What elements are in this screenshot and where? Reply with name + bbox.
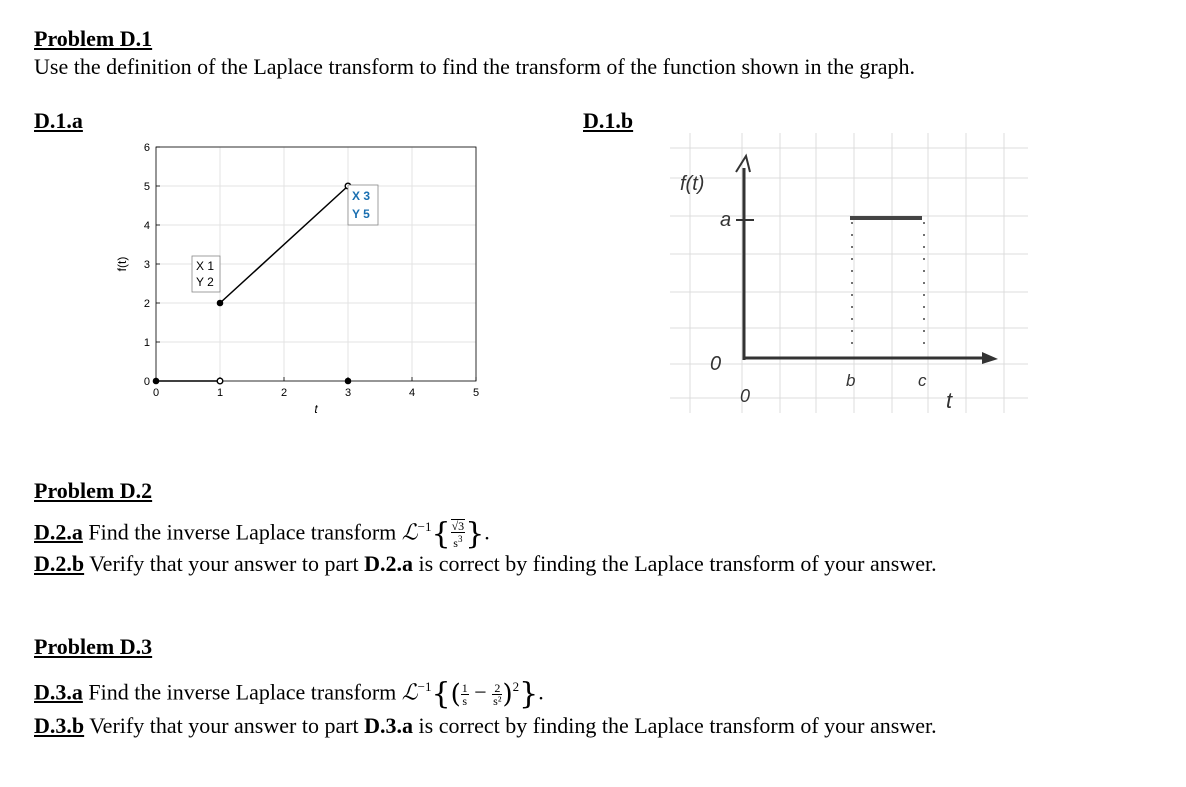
part-d3b-label: D.3.b [34,713,85,738]
part-d3b-text-2: is correct by finding the Laplace transform of your answer. [418,713,937,738]
sketch-d1b [660,128,1030,418]
x-tick-label: 0 [152,387,160,399]
right-brace: } [519,676,539,712]
datatip-1-y: Y 2 [196,275,214,289]
laplace-operator: ℒ [401,679,418,705]
sketch-mark-b: b [846,371,856,390]
sketch-origin-x-label: 0 [740,386,751,406]
left-brace: { [431,676,451,712]
laplace-operator: ℒ [401,519,418,545]
fraction-2 [492,682,502,707]
datatip-2 [348,185,378,225]
sketch-level-label: a [720,209,732,231]
datatip-2-y: Y 5 [352,207,370,221]
part-d3a-text: Find the inverse Laplace transform [88,679,397,705]
outer-exponent: 2 [512,679,520,694]
y-tick-label: 4 [143,220,150,232]
part-d2b-label: D.2.b [34,551,85,576]
y-tick-label: 1 [143,337,150,349]
left-paren: ( [450,679,461,710]
problem-d3a-line: D.3.a Find the inverse Laplace transform ℒ$^{-1}${( $\frac{1}{s}$ − $\frac{2}{\text{s²}}$ )$^2$}. [34,676,544,712]
part-d2b-ref: D.2.a [364,551,414,576]
part-d3a-label: D.3.a [34,679,83,705]
problem-d1-title: Problem D.1 [34,26,153,51]
open-point-marker [217,378,223,384]
part-d2b-text-1: Verify that your answer to part [89,551,359,576]
x-tick-label: 1 [216,387,224,399]
plot-ylabel: f(t) [115,256,129,272]
fraction-2-denominator: s² [493,693,502,708]
sketch-ylabel: f(t) [680,173,705,195]
part-d2a-text: Find the inverse Laplace transform [88,519,397,545]
fraction-1 [461,682,469,707]
x-tick-label: 3 [344,387,352,399]
problem-d2b-line [34,551,937,577]
part-d3b-ref: D.3.a [364,713,414,738]
x-tick-label: 5 [472,387,480,399]
y-tick-label: 5 [143,181,150,193]
sketch-x-arrow [982,352,998,364]
y-tick-label: 2 [143,298,150,310]
fraction-1-numerator: 1 [461,680,468,695]
filled-point-marker [153,378,158,383]
den-exponent: 3 [457,534,463,545]
part-d2b-text-2: is correct by finding the Laplace transform of your answer. [418,551,937,576]
right-paren: ) [502,679,513,710]
problem-d3b-line [34,713,937,739]
fraction-numerator: √3 [451,519,465,534]
x-tick-label: 4 [408,387,416,399]
fraction-2-numerator: 2 [492,682,502,695]
datatip-1-x: X 1 [196,259,215,273]
filled-point-marker [217,300,222,305]
left-brace: { [431,516,451,552]
problem-d1-instruction: Use the definition of the Laplace transform to find the transform of the function shown in the graph. [34,54,915,79]
problem-d3-title: Problem D.3 [34,634,153,659]
problem-d2a-line: D.2.a Find the inverse Laplace transform ℒ$^{-1}${ $\frac{√3}{s^3}$ }. [34,516,490,552]
plot-markers [153,183,350,384]
right-brace: } [465,516,485,552]
part-d1a-label: D.1.a [34,108,83,133]
datatip-1 [192,256,220,292]
sketch-origin-y-label: 0 [710,353,722,375]
sketch-xlabel: t [946,388,953,413]
inverse-exponent: −1 [417,519,432,534]
fraction-denominator [451,533,466,549]
sketch-mark-c: c [918,371,927,390]
x-tick-label: 2 [280,387,288,399]
y-tick-label: 3 [143,259,150,271]
filled-point-marker [345,378,350,383]
fraction-d2 [451,519,466,549]
fraction-1-denominator: s [462,693,468,708]
y-tick-label: 6 [143,142,150,154]
y-tick-label: 0 [143,376,150,388]
minus-sign: − [474,679,487,705]
plot-xlabel: t [314,402,318,416]
den-base: s [453,536,458,551]
part-d1b-label: D.1.b [583,108,634,133]
plot-d1a [100,135,500,425]
inverse-exponent: −1 [417,679,432,694]
part-d3b-text-1: Verify that your answer to part [89,713,359,738]
plot-lines [156,186,348,381]
part-d2a-label: D.2.a [34,519,83,545]
problem-d2-title: Problem D.2 [34,478,153,503]
datatip-2-x: X 3 [352,189,371,203]
